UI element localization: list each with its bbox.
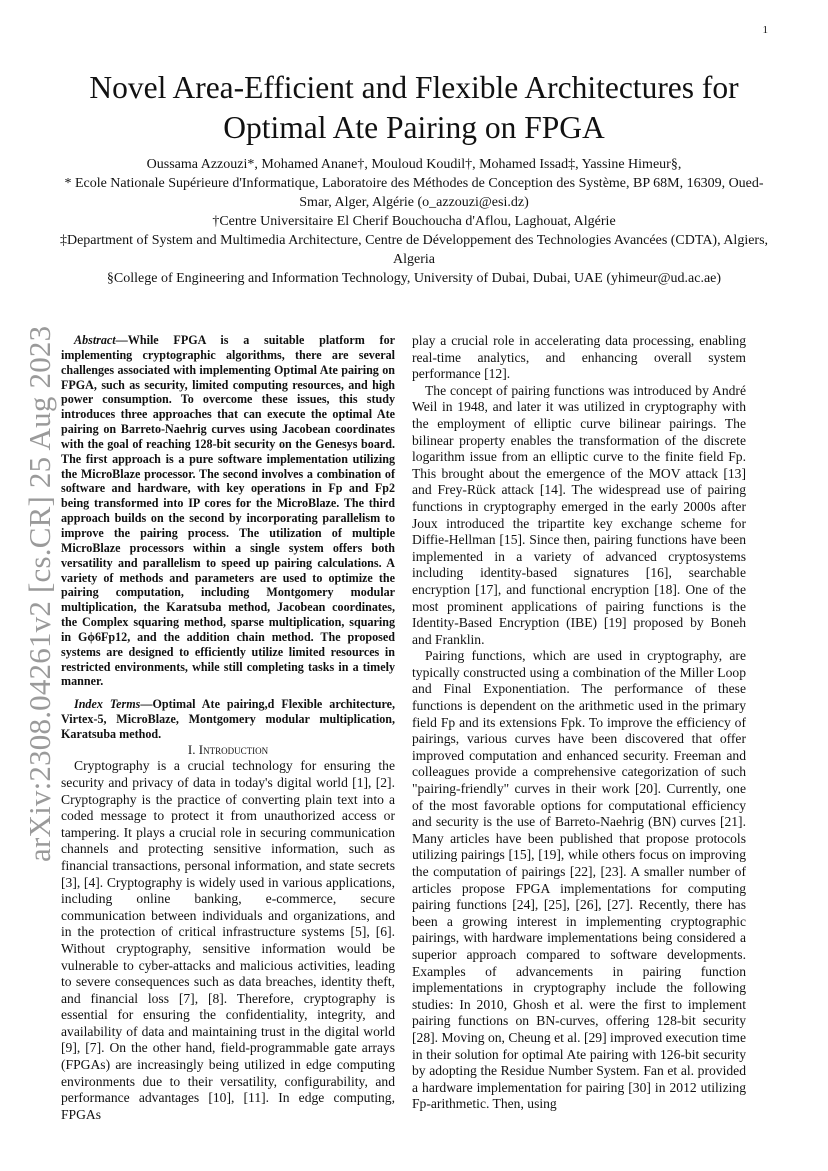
- intro-paragraph-1: Cryptography is a crucial technology for ensuring the security and privacy of data in today's digital world [1], [2]. Cryptography is the practice of converting plain text into a coded message to protect it from unauthorized access or tampering. It plays a crucial role in securing communication channels and protecting sensitive information, such as financial transactions, personal information, and state secrets [3], [4]. Cryptography is widely used in various applications, including online banking, e-commerce, secure communication between individuals and organizations, and in the protection of critical infrastructure systems [5], [6]. Without cryptography, sensitive information would be vulnerable to cyber-attacks and malicious activities, leading to severe consequences such as data breaches, identity theft, and financial loss [7], [8]. Therefore, cryptography is essential for ensuring the confidentiality, integrity, and availability of data and maintaining trust in the digital world [9], [7]. On the other hand, field-programmable gate arrays (FPGAs) are increasingly being utilized in edge computing environments due to their versatility, configurability, and performance advantages [10], [11]. In edge computing, FPGAs: [61, 758, 395, 1122]
- index-terms-label: Index Terms: [74, 697, 141, 712]
- intro-paragraph-1-cont: play a crucial role in accelerating data processing, enabling real-time analytics, and enhancing overall system performance [12].: [412, 333, 746, 382]
- author-block: [50, 155, 778, 288]
- affiliation-4: §College of Engineering and Information Technology, University of Dubai, Dubai, UAE (yhimeur@ud.ac.ae): [106, 271, 722, 286]
- left-column: [61, 333, 395, 1123]
- affiliation-3: ‡Department of System and Multimedia Architecture, Centre de Développement des Technologies Avancées (CDTA), Algiers, Algeria: [59, 233, 769, 267]
- arxiv-watermark: arXiv:2308.04261v2 [cs.CR] 25 Aug 2023: [22, 325, 57, 862]
- abstract-label: Abstract: [74, 333, 116, 347]
- index-terms: [61, 697, 395, 742]
- right-column: [412, 333, 746, 1113]
- index-terms-text: —Optimal Ate pairing,d Flexible architecture, Virtex-5, MicroBlaze, Montgomery modular multiplication, Karatsuba method.: [61, 697, 396, 741]
- intro-paragraph-2: The concept of pairing functions was introduced by André Weil in 1948, and later it was utilized in cryptography with the employment of elliptic curve bilinear pairings. The bilinear property enables the transformation of the discrete logarithm issue from an elliptic curve to the finite field Fp. This brought about the emergence of the MOV attack [13] and Frey-Rück attack [14]. The widespread use of pairing functions in cryptography emerged in the early 2000s after Joux introduced the tripartite key exchange scheme for Diffie-Hellman [15]. Since then, pairing functions have been implemented in a variety of advanced cryptosystems including identity-based signatures [16], searchable encryption [17], and functional encryption [18]. One of the most prominent applications of pairing functions is the Identity-Based Encryption (IBE) [19] proposed by Boneh and Franklin.: [412, 382, 746, 647]
- affiliation-2: †Centre Universitaire El Cherif Bouchoucha d'Aflou, Laghouat, Algérie: [212, 214, 616, 229]
- abstract-text: —While FPGA is a suitable platform for implementing cryptographic algorithms, there are several challenges associated with implementing Optimal Ate pairing on FPGA, such as security, limited computing resources, and high power consumption. To overcome these issues, this study introduces three approaches that can execute the optimal Ate pairing on Barreto-Naehrig curves using Jacobean coordinates with the goal of reaching 128-bit security on the Genesys board. The first approach is a pure software implementation utilizing the MicroBlaze processor. The second involves a combination of software and hardware, with key operations in Fp and Fp2 being transformed into IP cores for the MicroBlaze. The third approach builds on the second by incorporating parallelism to improve the pairing process. The utilization of multiple MicroBlaze processors within a single system offers both versatility and parallelism to speed up pairing calculations. A variety of methods and parameters are used to optimize the pairing computation, including Montgomery modular multiplication, the Karatsuba method, Jacobean coordinates, the Complex squaring method, sparse multiplication, squaring in Gϕ6Fp12, and the addition chain method. The proposed systems are designed to efficiently utilize limited resources in restricted environments, while still completing tasks in a timely manner.: [61, 333, 395, 689]
- section-heading: I. Introduction: [187, 741, 269, 757]
- page-number: 1: [762, 24, 768, 36]
- author-list: Oussama Azzouzi*, Mohamed Anane†, Mouloud Koudil†, Mohamed Issad‡, Yassine Himeur§,: [146, 157, 682, 172]
- paper-title: Novel Area-Efficient and Flexible Architectures for Optimal Ate Pairing on FPGA: [89, 70, 739, 145]
- affiliation-1: * Ecole Nationale Supérieure d'Informatique, Laboratoire des Méthodes de Conception des Système, BP 68M, 16309, Oued-Smar, Alger, Algérie (o_azzouzi@esi.dz): [64, 176, 764, 210]
- abstract: [61, 333, 395, 689]
- intro-paragraph-3: Pairing functions, which are used in cryptography, are typically constructed using a combination of the Miller Loop and Final Exponentiation. The performance of these functions is dependent on the arithmetic used in the primary field Fp and its extensions Fpk. To improve the efficiency of pairings, various curves have been discovered that offer improved computation and enhanced security. Freeman and colleagues provide a comprehensive categorization of such "pairing-friendly" curves in their work [20]. Currently, one of the most favorable options for computational efficiency and security is the use of Barreto-Naehrig (BN) curves [21]. Many articles have been published that propose protocols utilizing pairings [15], [19], while others focus on improving the computation of pairings [22], [23]. A smaller number of articles propose FPGA implementations for computing pairing functions [24], [25], [26], [27]. Recently, there has been a growing interest in implementing cryptographic pairings, with hardware implementations being considered a superior approach compared to software developments. Examples of advancements in pairing function implementations in cryptography include the following studies: In 2010, Ghosh et al. were the first to implement pairing functions on BN-curves, offering 128-bit security [28]. Moving on, Cheung et al. [29] improved execution time in their solution for optimal Ate pairing with 126-bit security by adopting the Residue Number System. Fan et al. provided a hardware implementation for pairing [30] in 2012 utilizing Fp-arithmetic. Then, using: [412, 648, 746, 1112]
